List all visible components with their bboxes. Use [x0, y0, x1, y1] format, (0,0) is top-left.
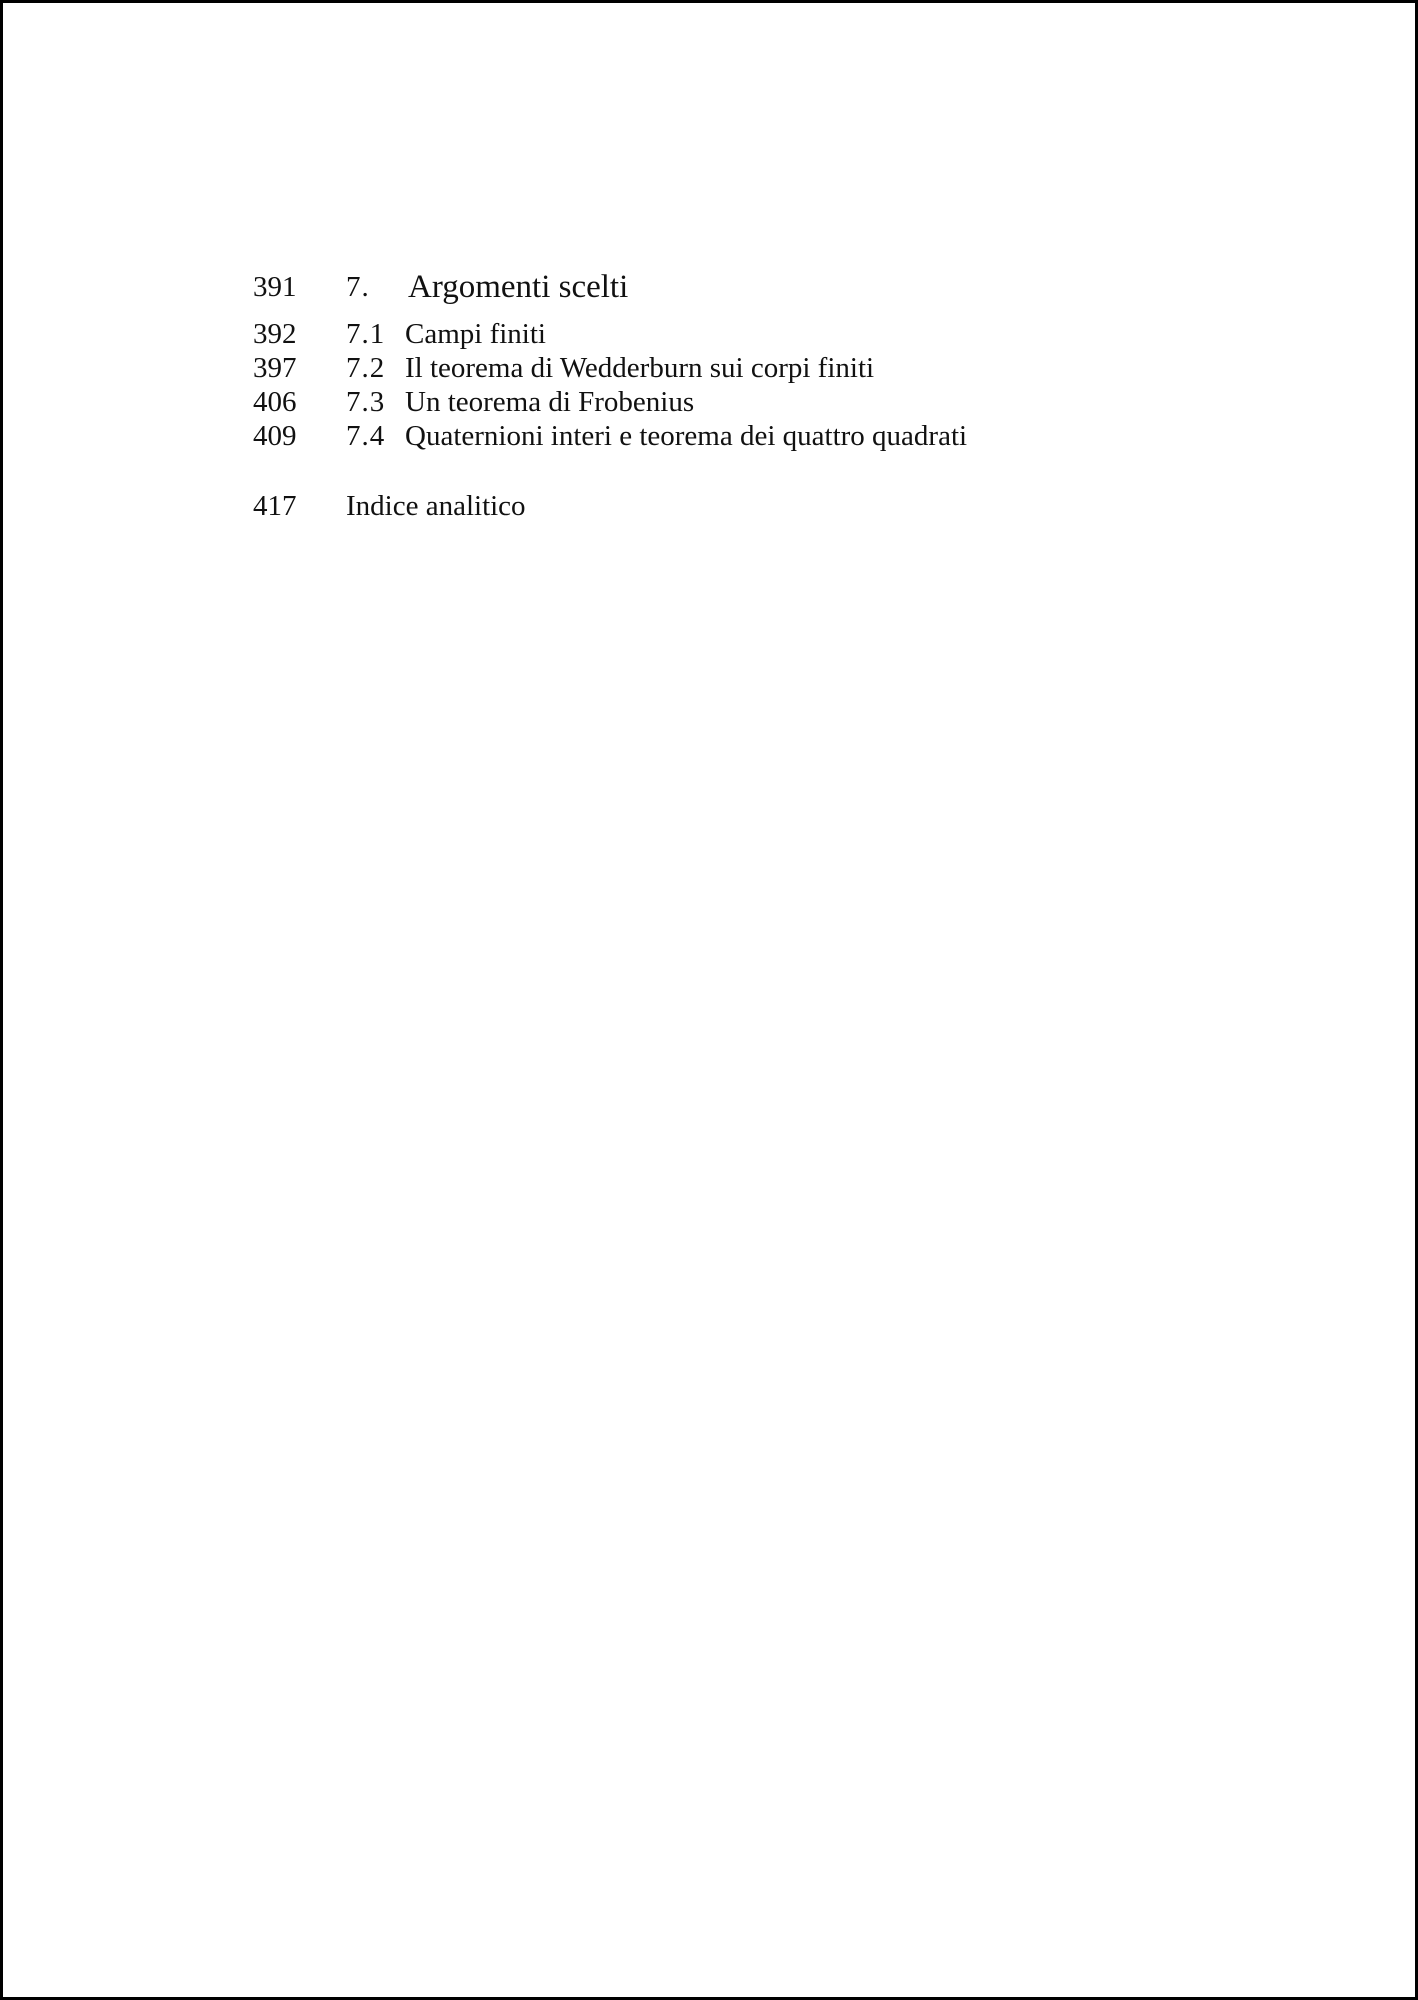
toc-section-7-1[interactable] — [253, 317, 1253, 351]
toc-section-number: 7.1 — [346, 318, 386, 350]
toc-index-entry[interactable] — [253, 489, 1253, 523]
toc-section-title: Campi finiti — [405, 318, 546, 350]
toc-page-number: 417 — [253, 490, 297, 522]
toc-page-number: 406 — [253, 386, 297, 418]
toc-chapter-title: Argomenti scelti — [408, 269, 629, 305]
table-of-contents — [253, 265, 1253, 523]
toc-section-title: Un teorema di Frobenius — [405, 386, 695, 418]
toc-chapter-number: 7. — [346, 271, 370, 303]
toc-spacer — [253, 453, 1253, 489]
toc-section-title: Il teorema di Wedderburn sui corpi finiti — [405, 352, 875, 384]
toc-spacer — [253, 309, 1253, 317]
toc-page-number: 391 — [253, 271, 297, 303]
toc-section-7-4[interactable] — [253, 419, 1253, 453]
toc-index-title: Indice analitico — [346, 490, 526, 522]
toc-section-7-2[interactable] — [253, 351, 1253, 385]
toc-page-number: 397 — [253, 352, 297, 384]
toc-page-number: 392 — [253, 318, 297, 350]
toc-section-title: Quaternioni interi e teorema dei quattro quadrati — [405, 420, 968, 452]
toc-section-7-3[interactable] — [253, 385, 1253, 419]
toc-section-number: 7.2 — [346, 352, 386, 384]
toc-chapter-7[interactable] — [253, 265, 1253, 309]
toc-section-number: 7.4 — [346, 420, 386, 452]
toc-section-number: 7.3 — [346, 386, 386, 418]
toc-page-number: 409 — [253, 420, 297, 452]
